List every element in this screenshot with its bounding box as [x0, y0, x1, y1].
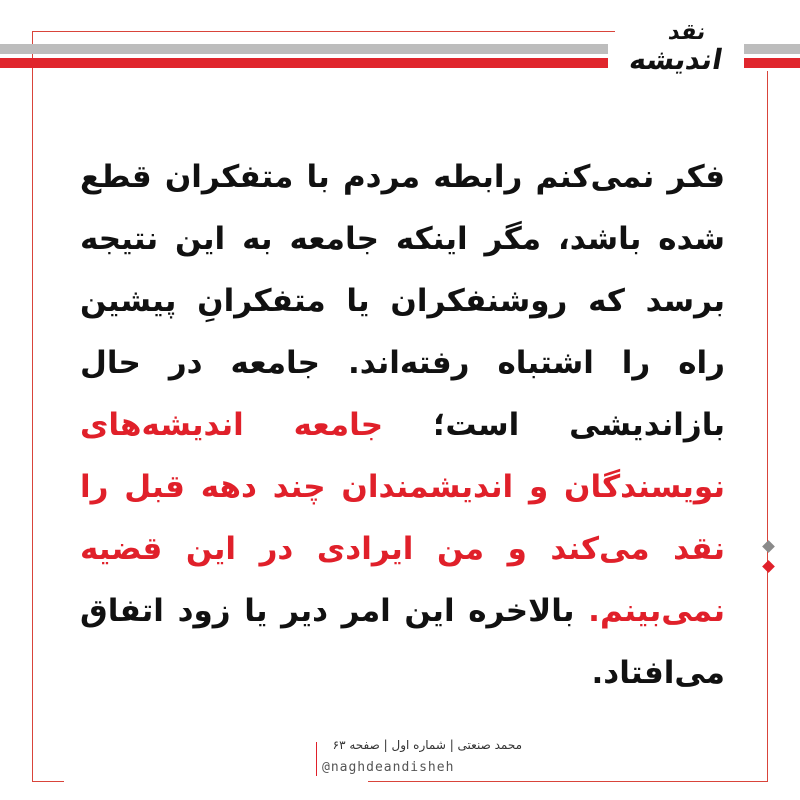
frame-right-line — [767, 71, 768, 781]
logo-word-andisheh: اندیشه — [627, 43, 726, 76]
red-stripe-right — [744, 58, 800, 68]
quote-text — [80, 146, 725, 704]
quote-red-part: جامعه اندیشه‌های نویسندگان و اندیشمندان چند دهه قبل را نقد می‌کند و من ایرادی در این قضیه نمی‌بینم. — [80, 407, 725, 629]
gray-diamond-icon — [762, 540, 775, 553]
gray-stripe-right — [744, 44, 800, 54]
frame-left-line — [32, 31, 33, 781]
quote-black-part: فکر نمی‌کنم رابطه مردم با متفکران قطع شده باشد، مگر اینکه جامعه به این نتیجه برسد که روشنفکران یا متفکرانِ پیشین راه را اشتباه رفته‌اند. جامعه در حال بازاندیشی است؛ — [80, 159, 726, 443]
gray-stripe-left — [0, 44, 608, 54]
footer-accent-bar — [316, 742, 317, 776]
logo-word-naghd: نقد — [666, 20, 708, 45]
red-diamond-icon — [762, 560, 775, 573]
quote-tail-part: بالاخره این امر دیر یا زود اتفاق می‌افتاد. — [80, 593, 725, 691]
social-handle: @naghdeandisheh — [322, 760, 455, 775]
frame-bottom-line-left — [32, 781, 64, 782]
frame-bottom-line-right — [368, 781, 768, 782]
red-stripe-left — [0, 58, 608, 68]
brand-logo — [612, 22, 740, 86]
source-citation: محمد صنعتی | شماره اول | صفحه ۶۳ — [332, 738, 522, 752]
frame-top-line — [32, 31, 615, 32]
